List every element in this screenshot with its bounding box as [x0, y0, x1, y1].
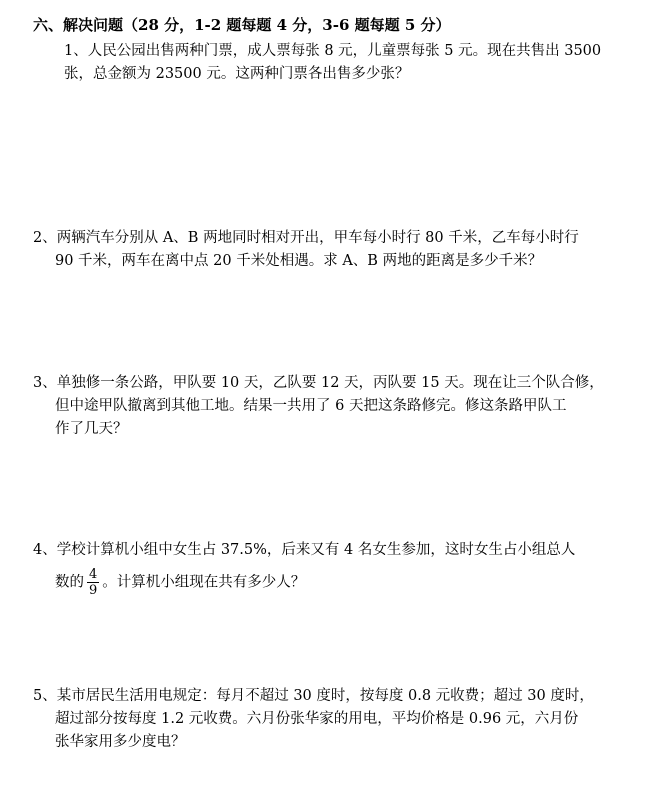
problem-3-line-1: 3、单独修一条公路，甲队要 10 天，乙队要 12 天，丙队要 15 天。现在让三个队合修，	[33, 375, 604, 391]
fraction-denominator: 9	[89, 583, 98, 598]
problem-5-line-2: 超过部分按每度 1.2 元收费。六月份张华家的用电，平均价格是 0.96 元，六月份	[55, 711, 579, 727]
problem-4-line-2-prefix: 数的	[55, 574, 84, 591]
problem-1-line-2: 张，总金额为 23500 元。这两种门票各出售多少张？	[64, 66, 410, 82]
problem-5-line-3: 张华家用多少度电？	[55, 734, 186, 750]
problem-1-line-1: 1、人民公园出售两种门票，成人票每张 8 元，儿童票每张 5 元。现在共售出 3500	[64, 43, 602, 59]
problem-2-line-1: 2、两辆汽车分别从 A、B 两地同时相对开出，甲车每小时行 80 千米，乙车每小时行	[33, 230, 579, 246]
section-title: 六、解决问题（28 分，1-2 题每题 4 分，3-6 题每题 5 分）	[33, 16, 451, 34]
problem-4-line-2-suffix: 。计算机小组现在共有多少人？	[102, 574, 306, 591]
problem-3-line-3: 作了几天？	[55, 421, 128, 437]
problem-4-line-2	[55, 567, 305, 598]
problem-2-line-2: 90 千米，两车在离中点 20 千米处相遇。求 A、B 两地的距离是多少千米？	[55, 253, 543, 269]
fraction-numerator: 4	[89, 567, 98, 582]
problem-4-line-1: 4、学校计算机小组中女生占 37.5%，后来又有 4 名女生参加，这时女生占小组总人	[33, 542, 576, 558]
problem-5-line-1: 5、某市居民生活用电规定：每月不超过 30 度时，按每度 0.8 元收费；超过 30 度时，	[33, 688, 594, 704]
fraction	[87, 567, 99, 598]
problem-3-line-2: 但中途甲队撤离到其他工地。结果一共用了 6 天把这条路修完。修这条路甲队工	[55, 398, 567, 414]
